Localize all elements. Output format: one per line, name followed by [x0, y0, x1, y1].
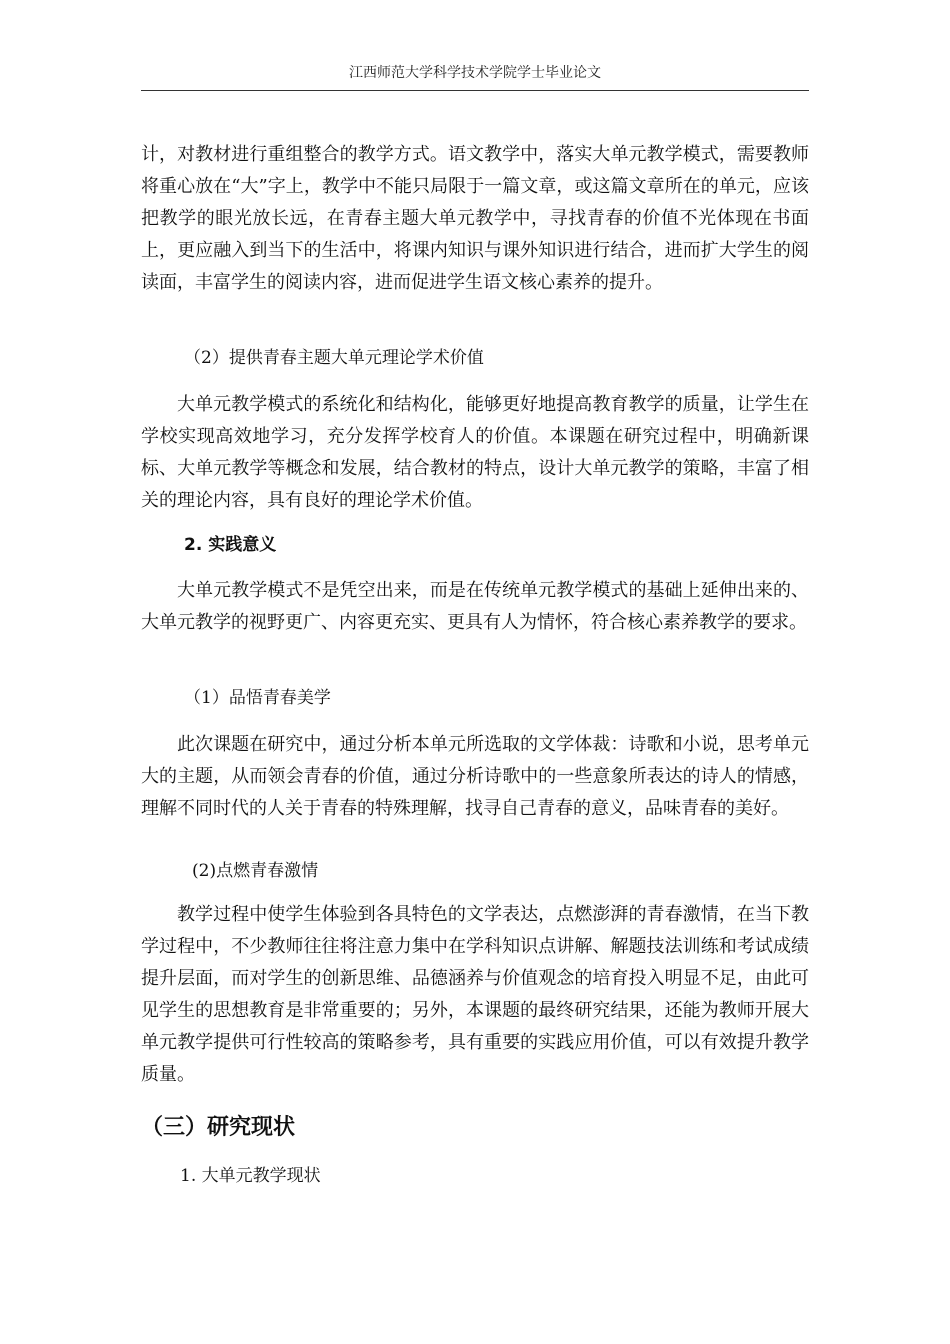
header-divider	[141, 90, 809, 91]
paragraph-text: 大单元教学模式的系统化和结构化，能够更好地提高教育教学的质量，让学生在学校实现高效地学习，充分发挥学校育人的价值。本课题在研究过程中，明确新课标、大单元教学等概念和发展，结合教材的特点，设计大单元教学的策略，丰富了相关的理论内容，具有良好的理论学术价值。	[141, 394, 809, 511]
paragraph-text: 此次课题在研究中，通过分析本单元所选取的文学体裁：诗歌和小说，思考单元大的主题，从而领会青春的价值，通过分析诗歌中的一些意象所表达的诗人的情感，理解不同时代的人关于青春的特殊理解，找寻自己青春的意义，品味青春的美好。	[141, 734, 809, 819]
paragraph-aesthetics	[141, 729, 809, 825]
subheading-youth-passion: (2)点燃青春激情	[192, 861, 319, 881]
heading-practice-significance: 2. 实践意义	[184, 535, 277, 555]
paragraph-passion	[141, 899, 809, 1091]
paragraph-practice	[141, 575, 809, 639]
paragraph-theory	[141, 389, 809, 517]
paragraph-continued	[141, 139, 809, 299]
section-heading-research-status: （三）研究现状	[141, 1115, 296, 1140]
page-header: 江西师范大学科学技术学院学士毕业论文	[349, 65, 601, 81]
heading-unit-teaching-status: 1. 大单元教学现状	[180, 1166, 321, 1186]
paragraph-text: 大单元教学模式不是凭空出来，而是在传统单元教学模式的基础上延伸出来的、大单元教学的视野更广、内容更充实、更具有人为情怀，符合核心素养教学的要求。	[141, 580, 809, 633]
subheading-theory-value: （2）提供青春主题大单元理论学术价值	[184, 348, 484, 368]
paragraph-text: 教学过程中使学生体验到各具特色的文学表达，点燃澎湃的青春激情，在当下教学过程中，不少教师往往将注意力集中在学科知识点讲解、解题技法训练和考试成绩提升层面，而对学生的创新思维、品德涵养与价值观念的培育投入明显不足，由此可见学生的思想教育是非常重要的；另外，本课题的最终研究结果，还能为教师开展大单元教学提供可行性较高的策略参考，具有重要的实践应用价值，可以有效提升教学质量。	[141, 904, 809, 1085]
paragraph-text: 计，对教材进行重组整合的教学方式。语文教学中，落实大单元教学模式，需要教师将重心放在“大”字上，教学中不能只局限于一篇文章，或这篇文章所在的单元，应该把教学的眼光放长远，在青春主题大单元教学中，寻找青春的价值不光体现在书面上，更应融入到当下的生活中，将课内知识与课外知识进行结合，进而扩大学生的阅读面，丰富学生的阅读内容，进而促进学生语文核心素养的提升。	[141, 144, 809, 293]
subheading-youth-aesthetics: （1）品悟青春美学	[184, 688, 331, 708]
